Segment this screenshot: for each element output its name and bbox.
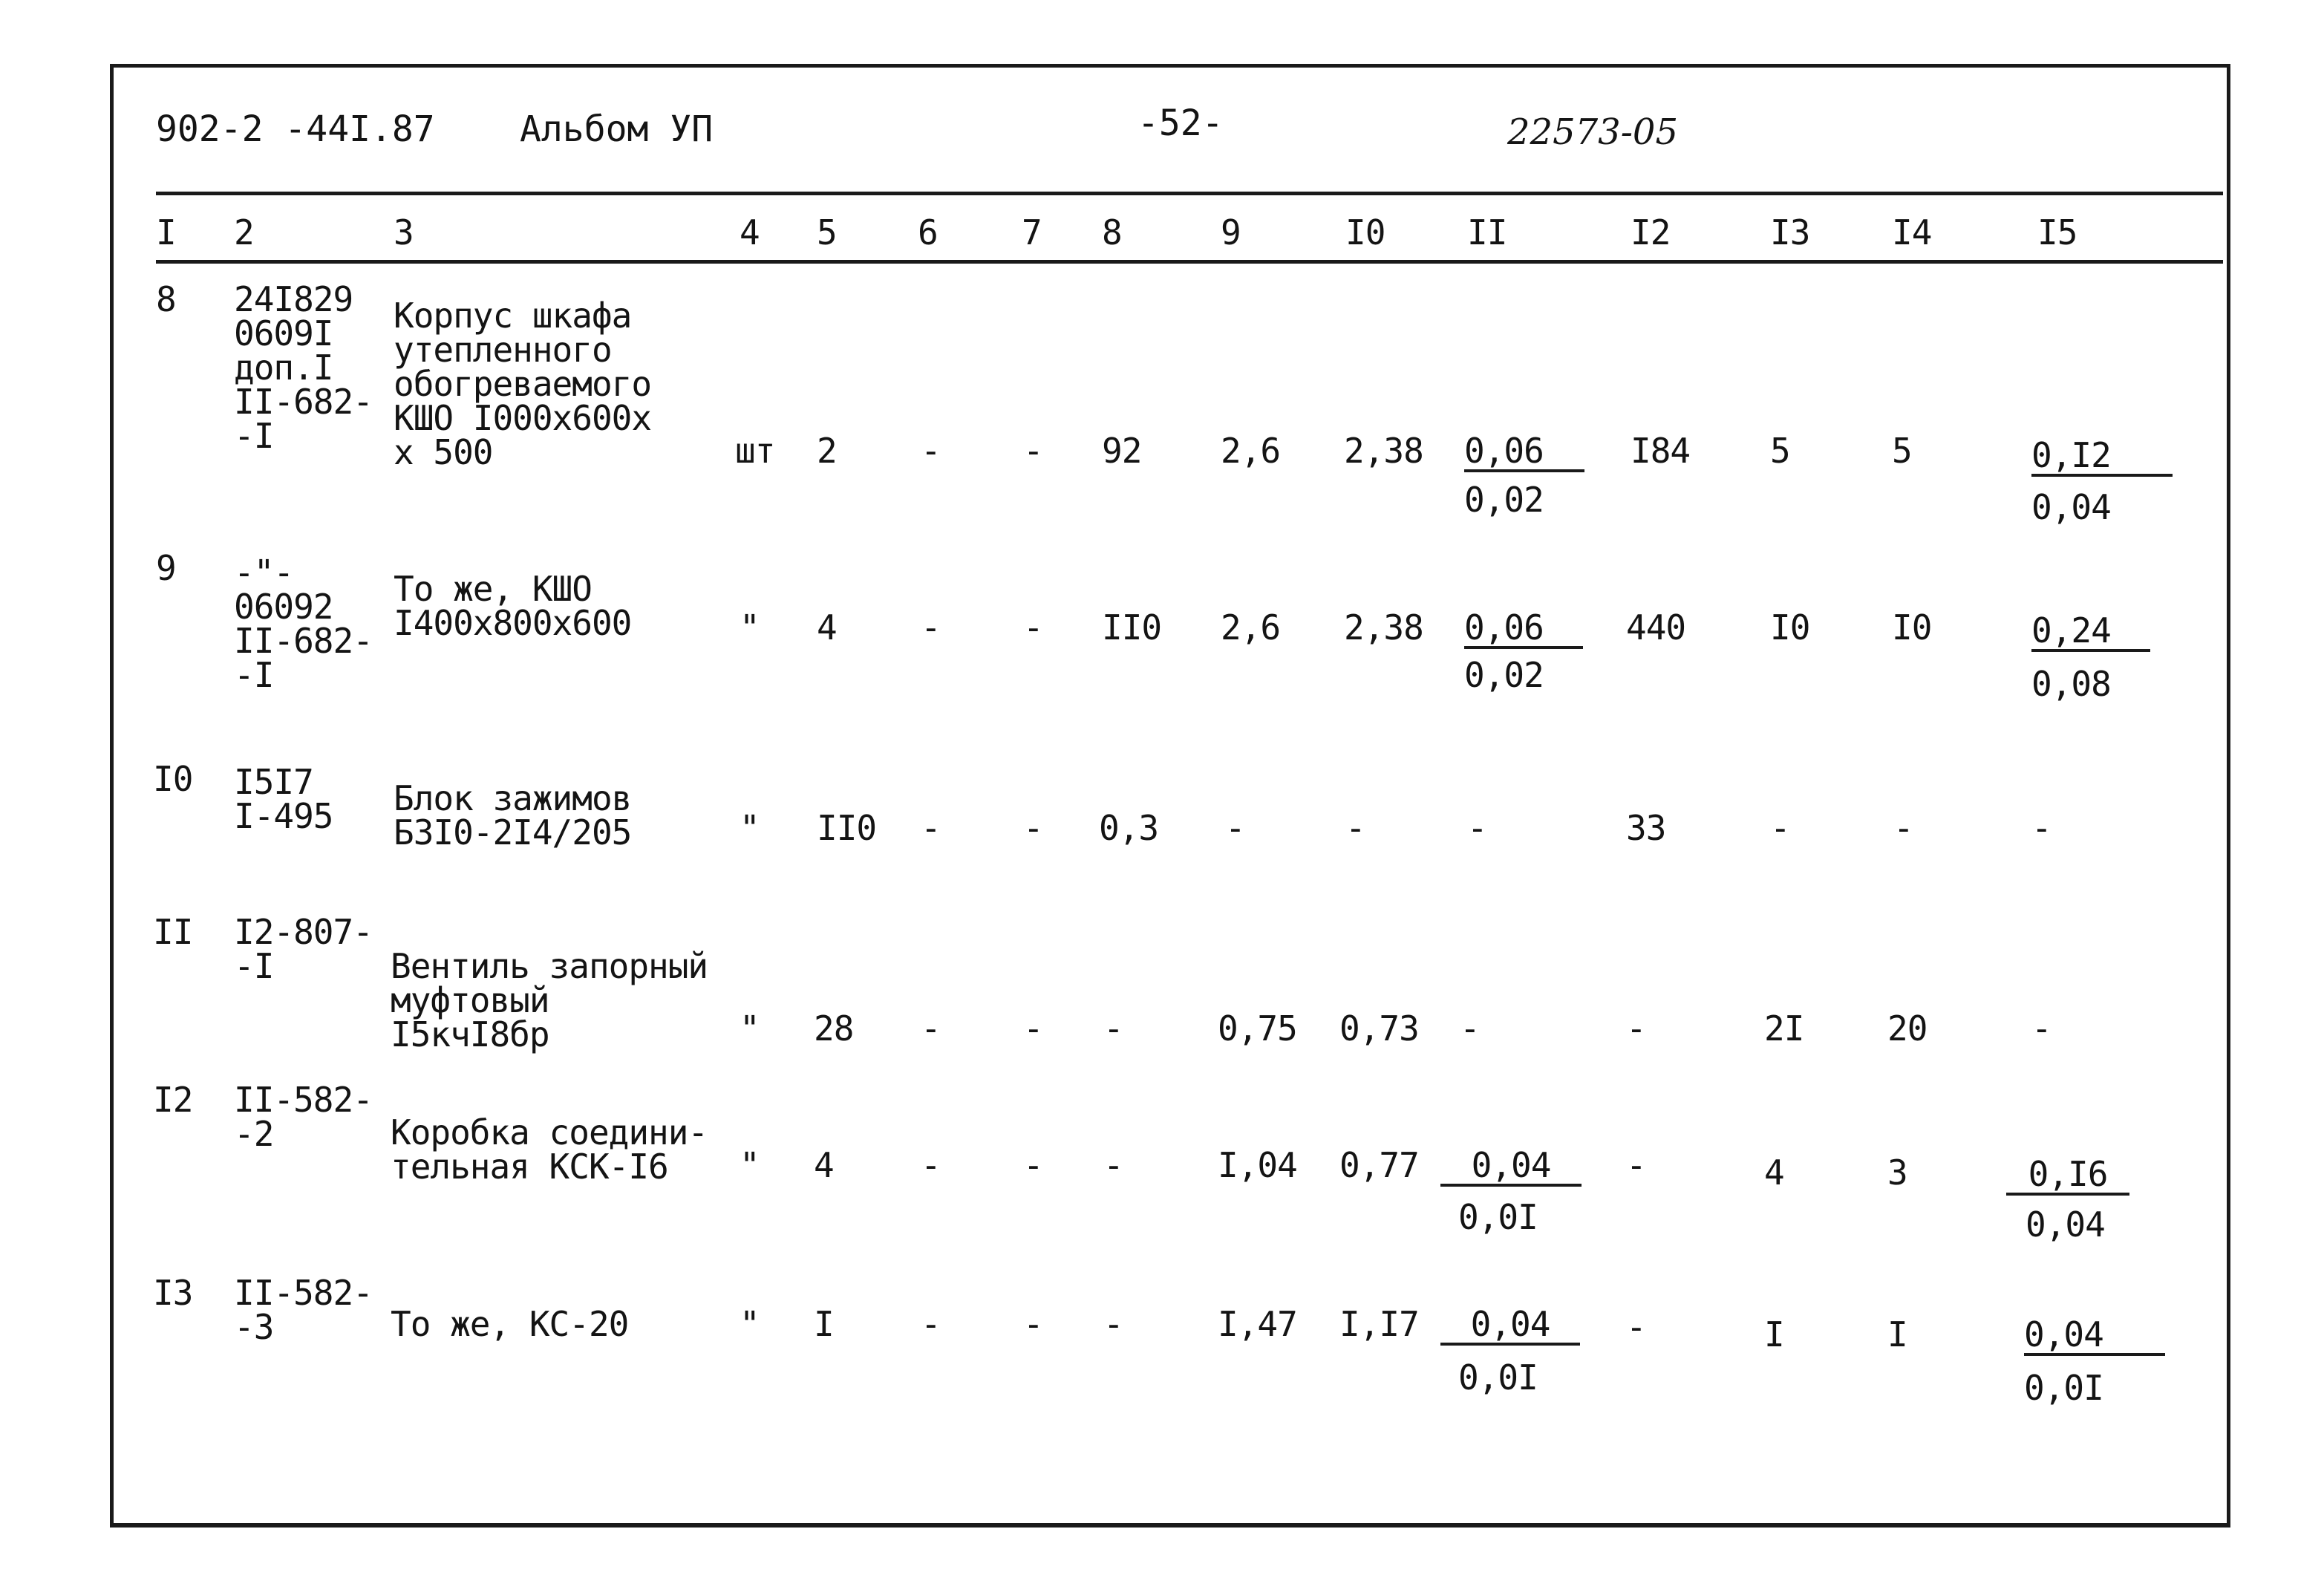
- row-code: -"- 06092 II-682- -I: [234, 552, 373, 695]
- col-header: 4: [740, 212, 760, 252]
- col-header: I: [156, 212, 176, 252]
- row-unit: ": [740, 1145, 760, 1185]
- row-col8: -: [1103, 1008, 1123, 1049]
- row-col6: -: [921, 1008, 941, 1049]
- row-col13: I0: [1770, 607, 1810, 648]
- row-col12: I84: [1631, 431, 1691, 471]
- col-header: 8: [1102, 212, 1122, 252]
- row-col15-top: 0,04: [2024, 1317, 2165, 1356]
- row-col15: -: [2031, 808, 2052, 848]
- row-code: I2-807- -I: [234, 912, 373, 986]
- row-col9: I,47: [1218, 1304, 1297, 1344]
- row-code: 24I829 0609I доп.I II-682- -I: [234, 279, 373, 456]
- row-col11: -: [1467, 808, 1487, 848]
- row-col12: -: [1626, 1145, 1646, 1185]
- row-col11-top: 0,04: [1440, 1307, 1580, 1346]
- row-description: Блок зажимов БЗI0-2I4/205: [394, 778, 632, 852]
- row-col12: -: [1626, 1307, 1646, 1347]
- col-header: 2: [234, 212, 254, 252]
- row-col7: -: [1023, 1304, 1043, 1344]
- row-col10: 0,73: [1339, 1008, 1419, 1049]
- row-code: II-582- -2: [234, 1080, 373, 1154]
- row-col7: -: [1023, 1145, 1043, 1185]
- row-col11-top: 0,06: [1464, 610, 1583, 649]
- row-col9: 0,75: [1218, 1008, 1297, 1049]
- row-col15-bottom: 0,04: [2031, 487, 2111, 527]
- row-col13: 4: [1764, 1152, 1784, 1193]
- row-col10: -: [1345, 808, 1365, 848]
- row-unit: ": [740, 1008, 760, 1049]
- row-col9: 2,6: [1221, 431, 1281, 471]
- row-col15-bottom: 0,04: [2026, 1204, 2105, 1245]
- row-col7: -: [1023, 808, 1043, 848]
- row-col9: I,04: [1218, 1145, 1297, 1185]
- row-col8: -: [1103, 1304, 1123, 1344]
- row-qty: 28: [814, 1008, 854, 1049]
- row-col6: -: [921, 607, 941, 648]
- row-unit: ": [740, 808, 760, 848]
- row-col11-bottom: 0,02: [1464, 655, 1544, 695]
- row-description: Коробка соедини- тельная КСК-I6: [391, 1112, 708, 1187]
- row-col7: -: [1023, 431, 1043, 471]
- row-col14: 5: [1892, 431, 1912, 471]
- row-number: 8: [156, 279, 176, 319]
- row-col6: -: [921, 1304, 941, 1344]
- row-col14: I: [1887, 1314, 1907, 1354]
- row-col13: -: [1770, 808, 1790, 848]
- row-col9: -: [1225, 808, 1245, 848]
- row-col13: I: [1764, 1314, 1784, 1354]
- row-col11-bottom: 0,02: [1464, 480, 1544, 520]
- row-col8: 92: [1102, 431, 1142, 471]
- page-number: -52-: [1137, 102, 1224, 144]
- row-col15-bottom: 0,08: [2031, 664, 2111, 704]
- col-header: 5: [817, 212, 837, 252]
- row-col10: 2,38: [1344, 431, 1423, 471]
- row-number: 9: [156, 548, 176, 588]
- row-col6: -: [921, 808, 941, 848]
- row-qty: 2: [817, 431, 837, 471]
- row-number: I3: [153, 1273, 193, 1313]
- row-col15-top: 0,I6: [2006, 1157, 2129, 1196]
- row-col11-bottom: 0,0I: [1458, 1357, 1538, 1398]
- row-unit: ": [740, 1304, 760, 1344]
- header-rule-bottom: [156, 260, 2223, 264]
- row-code: II-582- -3: [234, 1273, 373, 1347]
- sheet-number: 22573-05: [1507, 111, 1678, 153]
- row-col12: -: [1626, 1008, 1646, 1049]
- row-qty: 4: [814, 1145, 834, 1185]
- row-col8: -: [1103, 1145, 1123, 1185]
- row-number: I2: [153, 1080, 193, 1120]
- row-unit: шт: [735, 431, 775, 471]
- col-header: I0: [1345, 212, 1385, 252]
- header-rule-top: [156, 192, 2223, 195]
- row-col11-top: 0,04: [1440, 1148, 1582, 1187]
- row-col7: -: [1023, 1008, 1043, 1049]
- row-qty: 4: [817, 607, 837, 648]
- col-header: 3: [394, 212, 414, 252]
- row-col14: -: [1893, 808, 1913, 848]
- row-col6: -: [921, 431, 941, 471]
- document-code: 902-2 -44I.87: [156, 108, 435, 150]
- album-label: Альбом УП: [520, 108, 714, 150]
- col-header: 6: [918, 212, 938, 252]
- row-col15: -: [2031, 1008, 2052, 1049]
- row-col14: 3: [1887, 1152, 1907, 1193]
- col-header: I4: [1892, 212, 1932, 252]
- row-code: I5I7 I-495: [234, 762, 333, 836]
- row-col11-bottom: 0,0I: [1458, 1197, 1538, 1237]
- row-col13: 5: [1770, 431, 1790, 471]
- row-col10: 2,38: [1344, 607, 1423, 648]
- row-col6: -: [921, 1145, 941, 1185]
- row-col15-top: 0,24: [2031, 613, 2150, 652]
- row-col14: 20: [1887, 1008, 1928, 1049]
- col-header: 9: [1221, 212, 1241, 252]
- row-col12: 440: [1626, 607, 1686, 648]
- row-col10: 0,77: [1339, 1145, 1419, 1185]
- row-col12: 33: [1626, 808, 1666, 848]
- col-header: I3: [1770, 212, 1810, 252]
- row-col10: I,I7: [1339, 1304, 1419, 1344]
- row-col15-top: 0,I2: [2031, 438, 2173, 477]
- row-col7: -: [1023, 607, 1043, 648]
- row-col9: 2,6: [1221, 607, 1281, 648]
- row-description: Вентиль запорный муфтовый I5кчI8бр: [391, 946, 708, 1054]
- col-header: I5: [2037, 212, 2077, 252]
- row-col15-bottom: 0,0I: [2024, 1368, 2103, 1408]
- row-number: I0: [153, 759, 193, 799]
- row-unit: ": [740, 607, 760, 648]
- row-qty: I: [814, 1304, 834, 1344]
- row-col11: -: [1460, 1008, 1480, 1049]
- row-description: То же, КШО I400x800x600: [394, 569, 632, 643]
- row-number: II: [153, 912, 193, 952]
- col-header: 7: [1022, 212, 1042, 252]
- row-col13: 2I: [1764, 1008, 1804, 1049]
- row-col11-top: 0,06: [1464, 434, 1584, 472]
- col-header: II: [1467, 212, 1507, 252]
- row-description: Корпус шкафа утепленного обогреваемого КШО I000x600x x 500: [394, 296, 652, 472]
- row-col8: II0: [1102, 607, 1162, 648]
- row-qty: II0: [817, 808, 877, 848]
- col-header: I2: [1631, 212, 1671, 252]
- row-description: То же, КС-20: [391, 1304, 629, 1344]
- row-col8: 0,3: [1099, 808, 1159, 848]
- row-col14: I0: [1892, 607, 1932, 648]
